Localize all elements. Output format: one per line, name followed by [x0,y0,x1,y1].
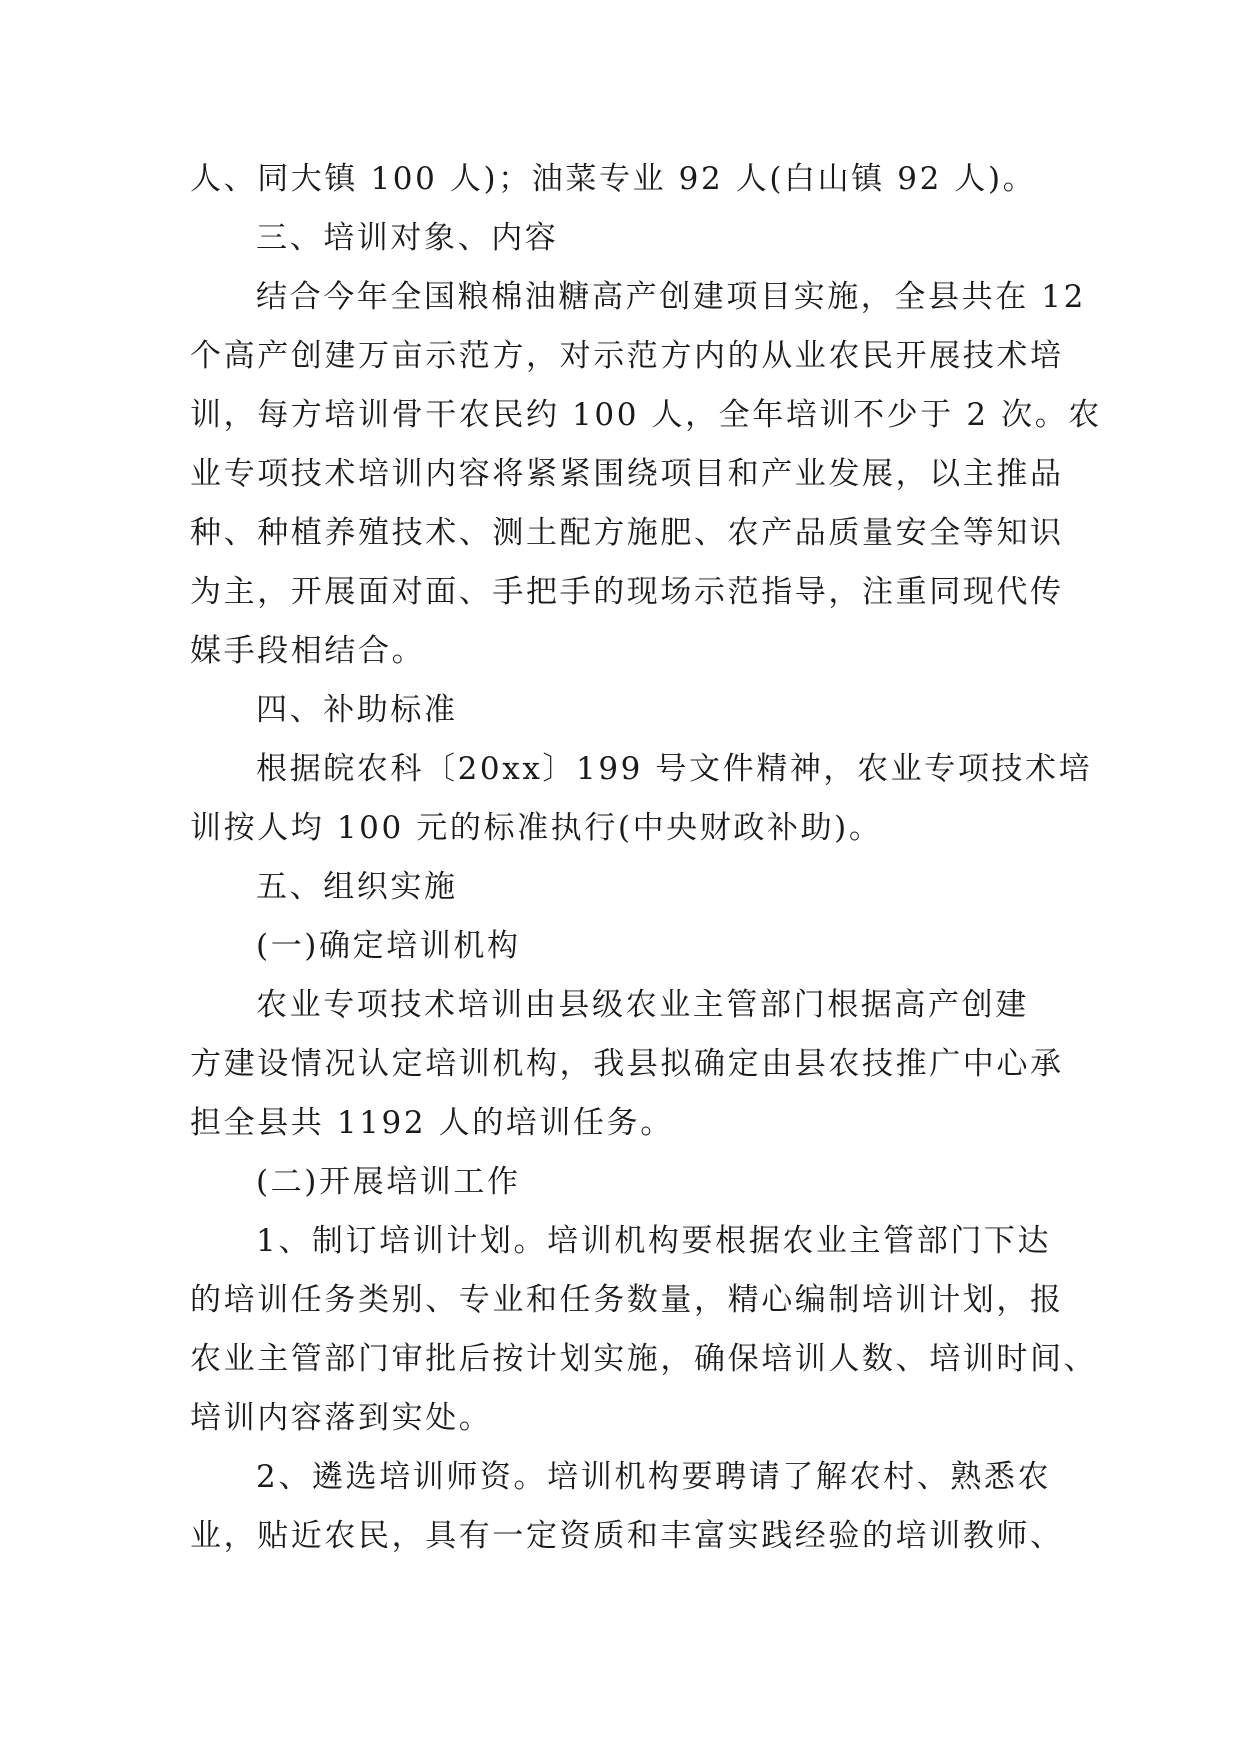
text-line: 担全县共 1192 人的培训任务。 [190,1105,674,1141]
text-line: 种、种植养殖技术、测土配方施肥、农产品质量安全等知识 [190,515,1064,551]
section-heading: 四、补助标准 [256,692,458,728]
text-line: 训按人均 100 元的标准执行(中央财政补助)。 [190,810,883,846]
subsection-heading: (二)开展培训工作 [256,1164,521,1200]
text-line: 农业主管部门审批后按计划实施，确保培训人数、培训时间、 [190,1341,1098,1377]
text-line: 的培训任务类别、专业和任务数量，精心编制培训计划，报 [190,1282,1064,1318]
text-line: 为主，开展面对面、手把手的现场示范指导，注重同现代传 [190,574,1064,610]
text-line: 方建设情况认定培训机构，我县拟确定由县农技推广中心承 [190,1046,1064,1082]
text-line: 媒手段相结合。 [190,633,426,669]
text-line: 业专项技术培训内容将紧紧围绕项目和产业发展，以主推品 [190,456,1064,492]
section-heading: 五、组织实施 [256,869,458,905]
text-line: 结合今年全国粮棉油糖高产创建项目实施，全县共在 12 [256,279,1086,315]
text-line: 1、制订培训计划。培训机构要根据农业主管部门下达 [256,1223,1052,1259]
text-line: 业，贴近农民，具有一定资质和丰富实践经验的培训教师、 [190,1518,1064,1554]
document-page [190,150,1102,1566]
text-line: 培训内容落到实处。 [190,1400,493,1436]
text-line: 训，每方培训骨干农民约 100 人，全年培训不少于 2 次。农 [190,397,1102,433]
text-line: 农业专项技术培训由县级农业主管部门根据高产创建 [256,987,1029,1023]
text-line: 2、遴选培训师资。培训机构要聘请了解农村、熟悉农 [256,1459,1052,1495]
text-line: 根据皖农科〔20xx〕199 号文件精神，农业专项技术培 [256,751,1093,787]
section-heading: 三、培训对象、内容 [256,220,559,256]
subsection-heading: (一)确定培训机构 [256,928,521,964]
text-line: 个高产创建万亩示范方，对示范方内的从业农民开展技术培 [190,338,1064,374]
text-line: 人、同大镇 100 人)；油菜专业 92 人(白山镇 92 人)。 [190,161,1037,197]
